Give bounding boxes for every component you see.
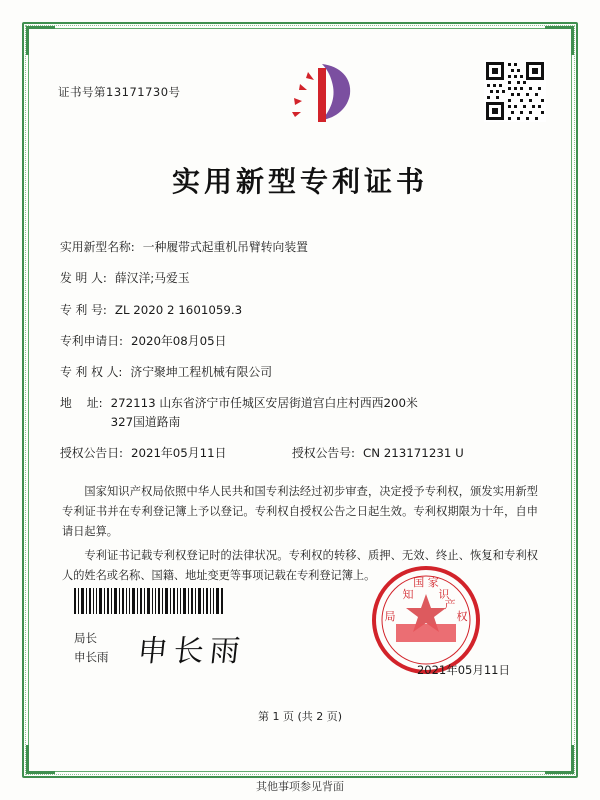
field-label: 专 利 权 人: [60,365,123,380]
field-value [103,394,554,431]
field-row-grant-info [60,444,554,462]
field-label: 专 利 号: [60,302,107,317]
field-value: 2020年08月05日 [130,333,227,348]
footer-note: 其他事项参见背面 [256,780,344,793]
certificate-header [46,52,554,138]
field-value: 济宁聚坤工程机械有限公司 [130,365,272,380]
corner-ornament-top-right [545,26,574,55]
director-title: 局长 [74,631,97,646]
field-value: 2021年05月11日 [130,445,227,460]
field-label: 授权公告号: [292,445,355,460]
grant-date-group [60,444,292,462]
field-value: ZL 2020 2 1601059.3 [114,302,243,317]
field-row-patent-number [60,301,554,319]
barcode [74,588,224,614]
field-value: 一种履带式起重机吊臂转向装置 [142,240,308,254]
official-seal [370,564,482,676]
address-line-2: 327国道路南 [110,414,181,429]
field-row-utility-model-name [60,238,554,256]
handwritten-signature: 申长雨 [135,634,248,669]
cnipa-logo-icon [278,60,364,126]
svg-text:国 家: 国 家 [413,576,439,589]
field-label: 地 址: [60,396,103,411]
page-indicator: 第 1 页 (共 2 页) [257,710,343,723]
page-title: 实用新型专利证书 [171,165,428,198]
field-value: CN 213171231 U [362,445,464,460]
field-row-address [60,394,554,431]
legal-paragraph-1: 国家知识产权局依照中华人民共和国专利法经过初步审查，决定授予专利权，颁发实用新型专利证书并在专利登记簿上予以登记。专利权自授权公告之日起生效。专利权期限为十年，自申请日起算。 [62,485,538,539]
field-label: 授权公告日: [60,445,123,460]
signature-block [74,629,109,666]
svg-text:产: 产 [444,598,456,611]
field-list [46,238,554,462]
legal-paragraph-2: 专利证书记载专利权登记时的法律状况。专利权的转移、质押、无效、终止、恢复和专利权人的姓名或名称、国籍、地址变更等事项记载在专利登记簿上。 [62,549,538,582]
grant-number-group [292,444,554,462]
director-name: 申长雨 [74,649,109,664]
svg-text:识: 识 [438,588,450,601]
certificate-content [46,52,554,752]
field-row-inventor [60,269,554,287]
svg-text:权: 权 [456,610,468,623]
field-row-application-date [60,332,554,350]
seal-date: 2021年05月11日 [416,663,510,677]
certificate-number: 证书号第13171730号 [58,85,181,99]
svg-text:知: 知 [402,588,414,601]
field-label: 发 明 人: [60,271,107,286]
address-line-1: 272113 山东省济宁市任城区安居街道宫白庄村西西200米 [110,396,418,411]
field-label: 实用新型名称: [60,240,135,254]
corner-ornament-top-left [26,26,55,55]
field-row-patentee [60,363,554,381]
qr-code-icon [484,60,546,122]
svg-text:局: 局 [384,610,396,623]
field-label: 专利申请日: [60,333,123,348]
field-value: 薛汉洋;马爱玉 [114,271,190,286]
